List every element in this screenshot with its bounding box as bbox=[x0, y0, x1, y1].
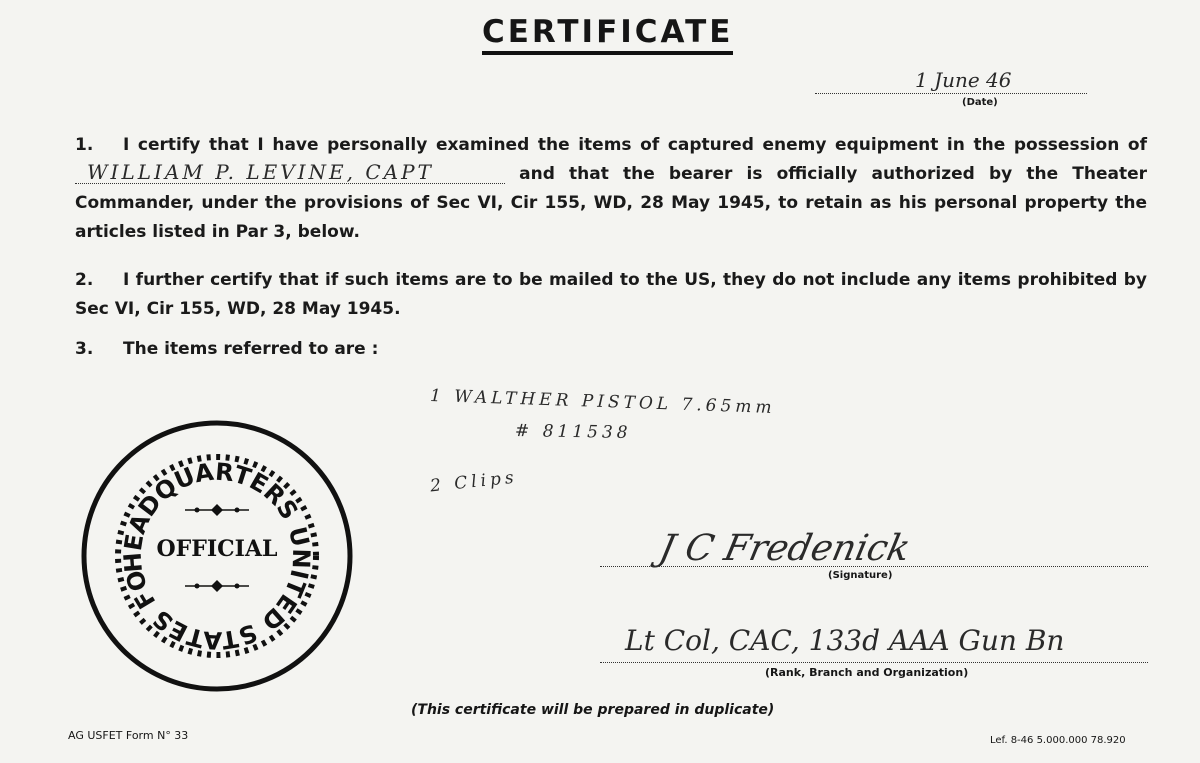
seal-outer-text: HEADQUARTERS UNITED STATES FORCES bbox=[118, 457, 316, 655]
signature-line bbox=[600, 566, 1148, 567]
item-line-3: 2 Clips bbox=[429, 467, 519, 497]
paragraph-3-text: The items referred to are : bbox=[123, 339, 379, 359]
paragraph-1-number: 1. bbox=[75, 135, 94, 155]
item-line-2: # 811538 bbox=[514, 420, 632, 444]
seal-center-text: OFFICIAL bbox=[156, 536, 278, 562]
paragraph-1-text-b: and that the bearer is officially authorized by the Theater Commander, under the provisions of Sec VI, Cir 155, WD, 28 May 1945, to retain as his personal property the articles listed in Par 3, below. bbox=[75, 164, 1148, 242]
paragraph-2-number: 2. bbox=[75, 270, 94, 290]
paragraph-3-number: 3. bbox=[75, 339, 94, 359]
date-caption: (Date) bbox=[962, 97, 998, 108]
seal-ornament-top bbox=[185, 504, 249, 516]
duplicate-note: (This certificate will be prepared in duplicate) bbox=[411, 702, 775, 718]
paragraph-1 bbox=[75, 131, 1147, 247]
date-value: 1 June 46 bbox=[915, 68, 1012, 92]
certificate-title: CERTIFICATE bbox=[482, 14, 733, 55]
official-seal bbox=[79, 418, 355, 694]
rank-value: Lt Col, CAC, 133d AAA Gun Bn bbox=[625, 624, 1065, 657]
rank-caption: (Rank, Branch and Organization) bbox=[765, 666, 969, 679]
date-line bbox=[815, 93, 1087, 94]
signature-value: J C Fredenick bbox=[655, 528, 914, 569]
rank-line bbox=[600, 662, 1148, 663]
paragraph-3 bbox=[75, 335, 1147, 364]
paragraph-2-text: I further certify that if such items are to be mailed to the US, they do not include any items prohibited by Sec VI, Cir 155, WD, 28 May 1945. bbox=[75, 270, 1147, 319]
paragraph-1-text-a: I certify that I have personally examined the items of captured enemy equipment in the possession of bbox=[123, 135, 1147, 155]
bearer-name-field: WILLIAM P. LEVINE, CAPT bbox=[75, 161, 505, 184]
seal-ornament-bottom bbox=[185, 580, 249, 592]
paragraph-2 bbox=[75, 266, 1147, 324]
printer-line: Lef. 8-46 5.000.000 78.920 bbox=[990, 735, 1126, 746]
item-line-1: 1 WALTHER PISTOL 7.65mm bbox=[429, 385, 776, 419]
form-number: AG USFET Form N° 33 bbox=[68, 729, 189, 742]
signature-caption: (Signature) bbox=[828, 570, 893, 581]
